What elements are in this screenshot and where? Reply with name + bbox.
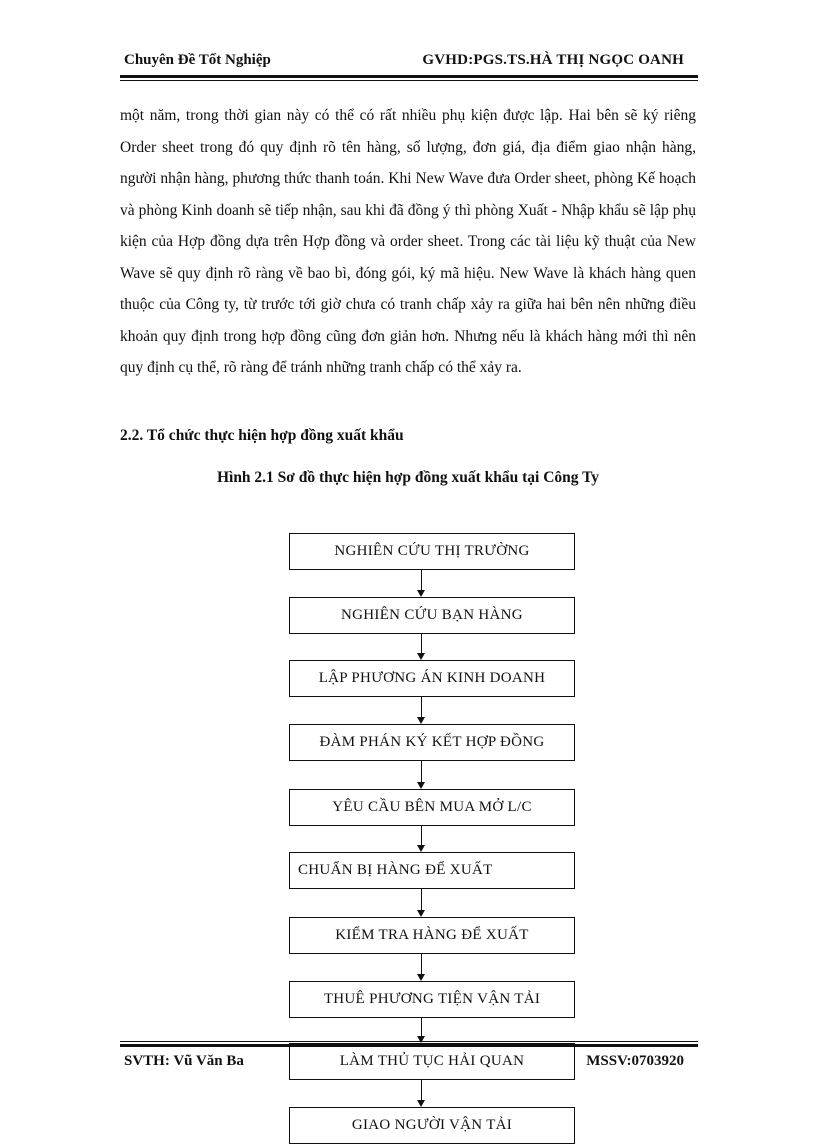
flow-arrow-head xyxy=(417,845,425,852)
body-paragraph: một năm, trong thời gian này có thể có rất nhiều phụ kiện được lập. Hai bên sẽ ký riêng Order sheet trong đó quy định rõ tên hàng, số lượng, đơn giá, địa điểm giao nhận hàng, người nhận hàng, phương thức thanh toán. Khi New Wave đưa Order sheet, phòng Kế hoạch và phòng Kinh doanh sẽ tiếp nhận, sau khi đã đồng ý thì phòng Xuất - Nhập khẩu sẽ lập phụ kiện của Hợp đồng dựa trên Hợp đồng và order sheet. Trong các tài liệu kỹ thuật của New Wave sẽ quy định rõ ràng về bao bì, đóng gói, ký mã hiệu. New Wave là khách hàng quen thuộc của Công ty, từ trước tới giờ chưa có tranh chấp xảy ra giữa hai bên nên những điều khoản quy định trong hợp đồng cũng đơn giản hơn. Nhưng nếu là khách hàng mới thì nên quy định cụ thể, rõ ràng để tránh những tranh chấp có thể xảy ra. xyxy=(120,107,696,376)
header-rule-thick xyxy=(120,75,698,78)
flow-arrow-head xyxy=(417,910,425,917)
flow-step-10: GIAO NGƯỜI VẬN TẢI xyxy=(289,1107,575,1144)
footer-student: SVTH: Vũ Văn Ba xyxy=(124,1053,244,1069)
flow-step-4: ĐÀM PHÁN KÝ KẾT HỢP ĐỒNG xyxy=(289,724,575,761)
footer-student-id: MSSV:0703920 xyxy=(586,1053,684,1069)
flow-arrow-line xyxy=(421,1018,422,1037)
page-header xyxy=(122,52,696,74)
flow-step-8: THUÊ PHƯƠNG TIỆN VẬN TẢI xyxy=(289,981,575,1018)
flow-arrow-head xyxy=(417,1100,425,1107)
flow-step-5: YÊU CẦU BÊN MUA MỞ L/C xyxy=(289,789,575,826)
flow-arrow-line xyxy=(421,889,422,911)
header-advisor: GVHD:PGS.TS.HÀ THỊ NGỌC OANH xyxy=(422,52,684,68)
page-footer xyxy=(120,1050,698,1074)
flow-step-9: LÀM THỦ TỤC HẢI QUAN xyxy=(289,1043,575,1080)
flow-step-1: NGHIÊN CỨU THỊ TRƯỜNG xyxy=(289,533,575,570)
flow-arrow-line xyxy=(421,1080,422,1101)
flow-step-6: CHUẨN BỊ HÀNG ĐỂ XUẤT xyxy=(289,852,575,889)
flow-arrow-line xyxy=(421,826,422,846)
header-document-title: Chuyên Đề Tốt Nghiệp xyxy=(124,52,271,68)
flow-arrow-head xyxy=(417,653,425,660)
flow-step-2: NGHIÊN CỨU BẠN HÀNG xyxy=(289,597,575,634)
footer-rule-thick xyxy=(120,1044,698,1047)
flow-arrow-head xyxy=(417,782,425,789)
figure-caption: Hình 2.1 Sơ đồ thực hiện hợp đồng xuất khẩu tại Công Ty xyxy=(216,469,600,486)
flow-arrow-head xyxy=(417,974,425,981)
flow-arrow-line xyxy=(421,697,422,718)
flow-step-7: KIỂM TRA HÀNG ĐỂ XUẤT xyxy=(289,917,575,954)
flow-arrow-line xyxy=(421,761,422,783)
flow-step-3: LẬP PHƯƠNG ÁN KINH DOANH xyxy=(289,660,575,697)
flow-arrow-head xyxy=(417,590,425,597)
flow-arrow-line xyxy=(421,634,422,654)
flow-arrow-line xyxy=(421,954,422,975)
header-rule-thin xyxy=(120,80,698,81)
flow-arrow-line xyxy=(421,570,422,591)
flow-arrow-head xyxy=(417,717,425,724)
footer-rule-thin xyxy=(120,1041,698,1042)
section-heading: 2.2. Tổ chức thực hiện hợp đồng xuất khẩu xyxy=(120,427,404,444)
